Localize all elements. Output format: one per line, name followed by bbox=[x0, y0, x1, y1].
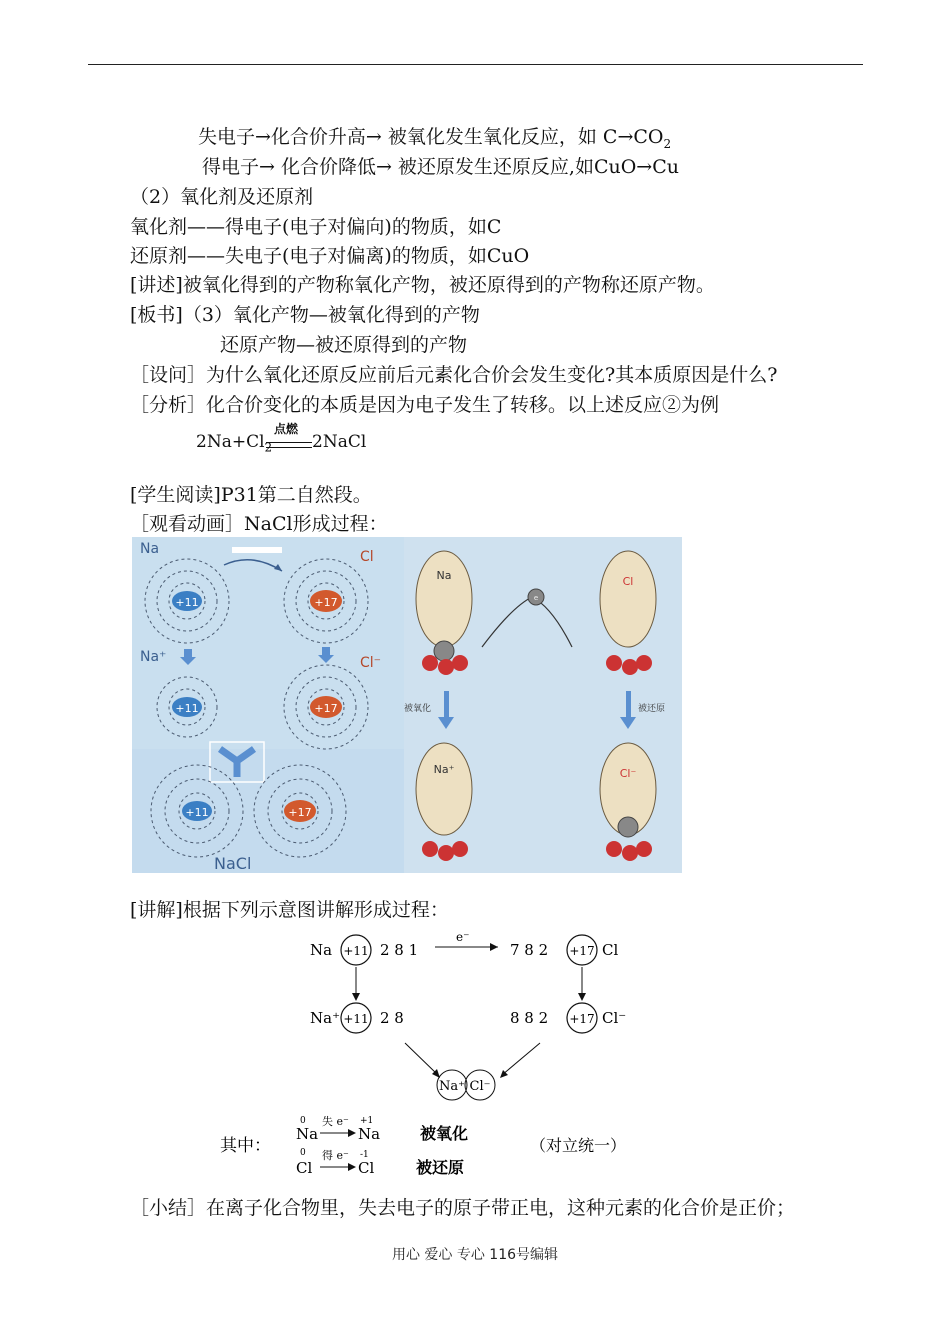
oxidized-text: 被氧化 bbox=[420, 1124, 469, 1143]
svg-text:+17: +17 bbox=[288, 806, 312, 819]
diagram-cl-ion-label: Cl⁻ bbox=[602, 1009, 627, 1027]
svg-text:+11: +11 bbox=[343, 1012, 369, 1026]
diagram-na-label: Na bbox=[310, 941, 333, 959]
text-line-6: [讲述]被氧化得到的产物称氧化产物，被还原得到的产物称还原产物。 bbox=[130, 274, 715, 296]
text-line-13: [讲解]根据下列示意图讲解形成过程： bbox=[130, 899, 449, 921]
reaction-equation: $2Na+Cl_2$ 点燃 2NaCl bbox=[196, 422, 367, 455]
text-line-14: ［小结］在离子化合物里，失去电子的原子带正电，这种元素的化合价是正价； bbox=[130, 1197, 796, 1219]
svg-text:Na: Na bbox=[436, 569, 452, 582]
oxidized-caption: 被氧化 bbox=[404, 704, 432, 714]
diagram-cl-label: Cl bbox=[602, 941, 619, 959]
svg-text:Cl: Cl bbox=[358, 1159, 375, 1177]
pair-na: Na⁺ bbox=[439, 1079, 465, 1094]
text-line-1: 失电子→化合价升高→ 被氧化发生氧化反应，如 $C\to CO_2$ bbox=[198, 126, 672, 151]
svg-text:Cl: Cl bbox=[622, 575, 634, 588]
diagram-na-ion-label: Na⁺ bbox=[310, 1009, 340, 1027]
svg-text:+11: +11 bbox=[343, 944, 369, 958]
na-ion-shells: 2 8 bbox=[380, 1009, 404, 1027]
text-line-9: ［设问］为什么氧化还原反应前后元素化合价会发生变化?其本质原因是什么? bbox=[130, 364, 778, 386]
svg-text:Cl⁻: Cl⁻ bbox=[619, 767, 637, 780]
equation-equals bbox=[266, 442, 312, 448]
svg-text:Na: Na bbox=[296, 1125, 319, 1143]
svg-text:Na⁺: Na⁺ bbox=[433, 763, 455, 776]
text-line-7: [板书]（3）氧化产物—被氧化得到的产物 bbox=[130, 304, 480, 326]
reduced-text: 被还原 bbox=[416, 1158, 465, 1177]
text-line-4: 氧化剂——得电子(电子对偏向)的物质，如C bbox=[130, 216, 502, 238]
electron-label: e⁻ bbox=[456, 930, 470, 944]
equation-left: 2Na+Cl bbox=[196, 432, 265, 452]
unity-text: （对立统一） bbox=[530, 1136, 627, 1155]
svg-text:-1: -1 bbox=[360, 1150, 369, 1160]
equation-condition: 点燃 bbox=[274, 422, 299, 436]
svg-text:e: e bbox=[533, 594, 539, 602]
cl-label: Cl bbox=[360, 549, 374, 565]
text-line-12: ［观看动画］NaCl形成过程： bbox=[130, 513, 388, 535]
cl-shells: 7 8 2 bbox=[510, 941, 549, 959]
svg-text:0: 0 bbox=[300, 1148, 306, 1158]
svg-text:+1: +1 bbox=[360, 1116, 374, 1126]
text-line-3: （2）氧化剂及还原剂 bbox=[130, 186, 314, 208]
reduced-caption: 被还原 bbox=[638, 704, 666, 714]
svg-text:失 e⁻: 失 e⁻ bbox=[322, 1115, 349, 1128]
text-line-10: ［分析］化合价变化的本质是因为电子发生了转移。以上述反应②为例 bbox=[130, 394, 720, 416]
na-shells: 2 8 1 bbox=[380, 941, 419, 959]
svg-text:得 e⁻: 得 e⁻ bbox=[322, 1149, 349, 1162]
svg-text:+17: +17 bbox=[569, 1012, 595, 1026]
text-line-8: 还原产物—被还原得到的产物 bbox=[220, 334, 468, 356]
nacl-animation-image bbox=[132, 537, 682, 873]
where-label: 其中： bbox=[220, 1136, 271, 1156]
na-label: Na bbox=[140, 541, 160, 557]
svg-text:0: 0 bbox=[300, 1116, 306, 1126]
pair-cl: Cl⁻ bbox=[469, 1079, 491, 1094]
svg-text:Na: Na bbox=[358, 1125, 381, 1143]
text-line-2: 得电子→ 化合价降低→ 被还原发生还原反应,如CuO→Cu bbox=[202, 156, 680, 178]
cl-nucleus-label: +17 bbox=[314, 596, 338, 609]
nacl-label: NaCl bbox=[214, 854, 252, 873]
svg-text:+17: +17 bbox=[569, 944, 595, 958]
svg-text:Cl: Cl bbox=[296, 1159, 313, 1177]
equation-right: 2NaCl bbox=[312, 432, 367, 452]
cl-ion-shells: 8 8 2 bbox=[510, 1009, 549, 1027]
svg-text:+11: +11 bbox=[185, 806, 209, 819]
cl-ion-label: Cl⁻ bbox=[360, 655, 382, 671]
text-line-11: [学生阅读]P31第二自然段。 bbox=[130, 484, 372, 506]
ion-formation-diagram bbox=[210, 925, 660, 1185]
page-footer: 用心 爱心 专心 116号编辑 bbox=[391, 1247, 559, 1263]
header-rule bbox=[88, 64, 863, 65]
na-nucleus-label: +11 bbox=[175, 596, 199, 609]
svg-text:+11: +11 bbox=[175, 702, 199, 715]
na-ion-label: Na⁺ bbox=[140, 649, 167, 665]
svg-text:+17: +17 bbox=[314, 702, 338, 715]
text-line-5: 还原剂——失电子(电子对偏离)的物质，如CuO bbox=[130, 245, 530, 267]
